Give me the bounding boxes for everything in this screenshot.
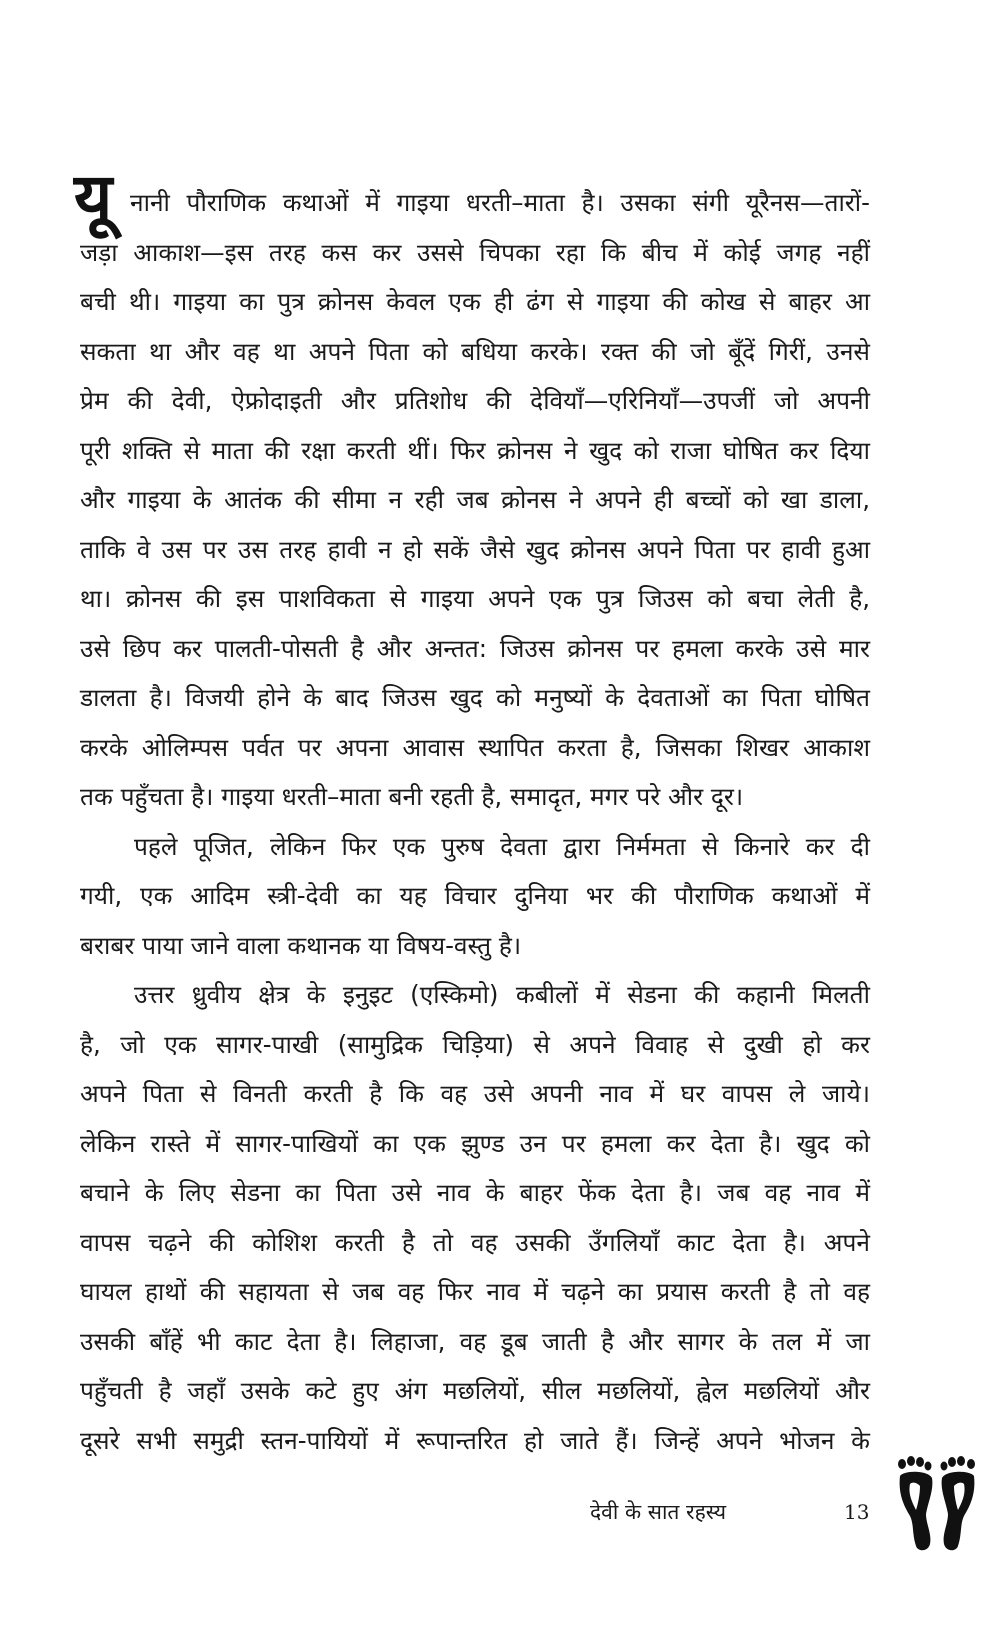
running-footer-title: देवी के सात रहस्य bbox=[590, 1500, 727, 1524]
body-text bbox=[80, 178, 870, 1465]
text-line: और गाइया के आतंक की सीमा न रही जब क्रोनस ने अपने ही बच्चों को खा डाला, bbox=[80, 485, 870, 514]
text-line: डालता है। विजयी होने के बाद जिउस खुद को मनुष्यों के देवताओं का पिता घोषित bbox=[80, 683, 870, 712]
text-line: था। क्रोनस की इस पाशविकता से गाइया अपने एक पुत्र जिउस को बचा लेती है, bbox=[80, 584, 870, 613]
text-line: वापस चढ़ने की कोशिश करती है तो वह उसकी उँगलियाँ काट देता है। अपने bbox=[80, 1227, 870, 1257]
text-line: गयी, एक आदिम स्त्री-देवी का यह विचार दुनिया भर की पौराणिक कथाओं में bbox=[80, 881, 870, 910]
text-line: उसकी बाँहें भी काट देता है। लिहाजा, वह डूब जाती है और सागर के तल में जा bbox=[80, 1326, 870, 1356]
text-line: पूरी शक्ति से माता की रक्षा करती थीं। फिर क्रोनस ने खुद को राजा घोषित कर दिया bbox=[80, 435, 870, 465]
text-line: पहुँचती है जहाँ उसके कटे हुए अंग मछलियों, सील मछलियों, ह्वेल मछलियों और bbox=[80, 1376, 870, 1405]
text-line: घायल हाथों की सहायता से जब वह फिर नाव में चढ़ने का प्रयास करती है तो वह bbox=[80, 1277, 870, 1306]
text-line: उत्तर ध्रुवीय क्षेत्र के इनुइट (एस्किमो) कबीलों में सेडना की कहानी मिलती bbox=[134, 980, 870, 1009]
page-number: 13 bbox=[844, 1500, 870, 1524]
text-line: उसे छिप कर पालती-पोसती है और अन्तत: जिउस क्रोनस पर हमला करके उसे मार bbox=[80, 633, 870, 663]
text-line: दूसरे सभी समुद्री स्तन-पायियों में रूपान्तरित हो जाते हैं। जिन्हें अपने भोजन के bbox=[80, 1425, 870, 1455]
text-line: तक पहुँचता है। गाइया धरती–माता बनी रहती है, समादृत, मगर परे और दूर। bbox=[80, 782, 744, 811]
text-line: है, जो एक सागर-पाखी (सामुद्रिक चिड़िया) से अपने विवाह से दुखी हो कर bbox=[80, 1029, 870, 1059]
text-line: सकता था और वह था अपने पिता को बधिया करके। रक्त की जो बूँदें गिरीं, उनसे bbox=[80, 336, 870, 366]
text-line: लेकिन रास्ते में सागर-पाखियों का एक झुण्ड उन पर हमला कर देता है। खुद को bbox=[80, 1128, 870, 1158]
text-line: ताकि वे उस पर उस तरह हावी न हो सकें जैसे खुद क्रोनस अपने पिता पर हावी हुआ bbox=[80, 534, 870, 564]
text-line: अपने पिता से विनती करती है कि वह उसे अपनी नाव में घर वापस ले जाये। bbox=[80, 1079, 870, 1108]
text-line: बचाने के लिए सेडना का पिता उसे नाव के बाहर फेंक देता है। जब वह नाव में bbox=[80, 1178, 870, 1207]
text-line: बची थी। गाइया का पुत्र क्रोनस केवल एक ही ढंग से गाइया की कोख से बाहर आ bbox=[80, 287, 870, 316]
text-line: नानी पौराणिक कथाओं में गाइया धरती–माता है। उसका संगी यूरैनस—तारों- bbox=[130, 188, 870, 217]
text-line: बराबर पाया जाने वाला कथानक या विषय-वस्तु है। bbox=[80, 930, 522, 960]
text-line: पहले पूजित, लेकिन फिर एक पुरुष देवता द्वारा निर्ममता से किनारे कर दी bbox=[134, 831, 870, 861]
text-line: प्रेम की देवी, ऐफ्रोदाइती और प्रतिशोध की देवियाँ—एरिनियाँ—उपजीं जो अपनी bbox=[80, 386, 870, 415]
text-line: करके ओलिम्पस पर्वत पर अपना आवास स्थापित करता है, जिसका शिखर आकाश bbox=[80, 732, 870, 762]
drop-cap: यू bbox=[74, 159, 113, 236]
footprints-emblem-icon bbox=[894, 1454, 980, 1554]
text-line: जड़ा आकाश—इस तरह कस कर उससे चिपका रहा कि बीच में कोई जगह नहीं bbox=[80, 237, 870, 267]
